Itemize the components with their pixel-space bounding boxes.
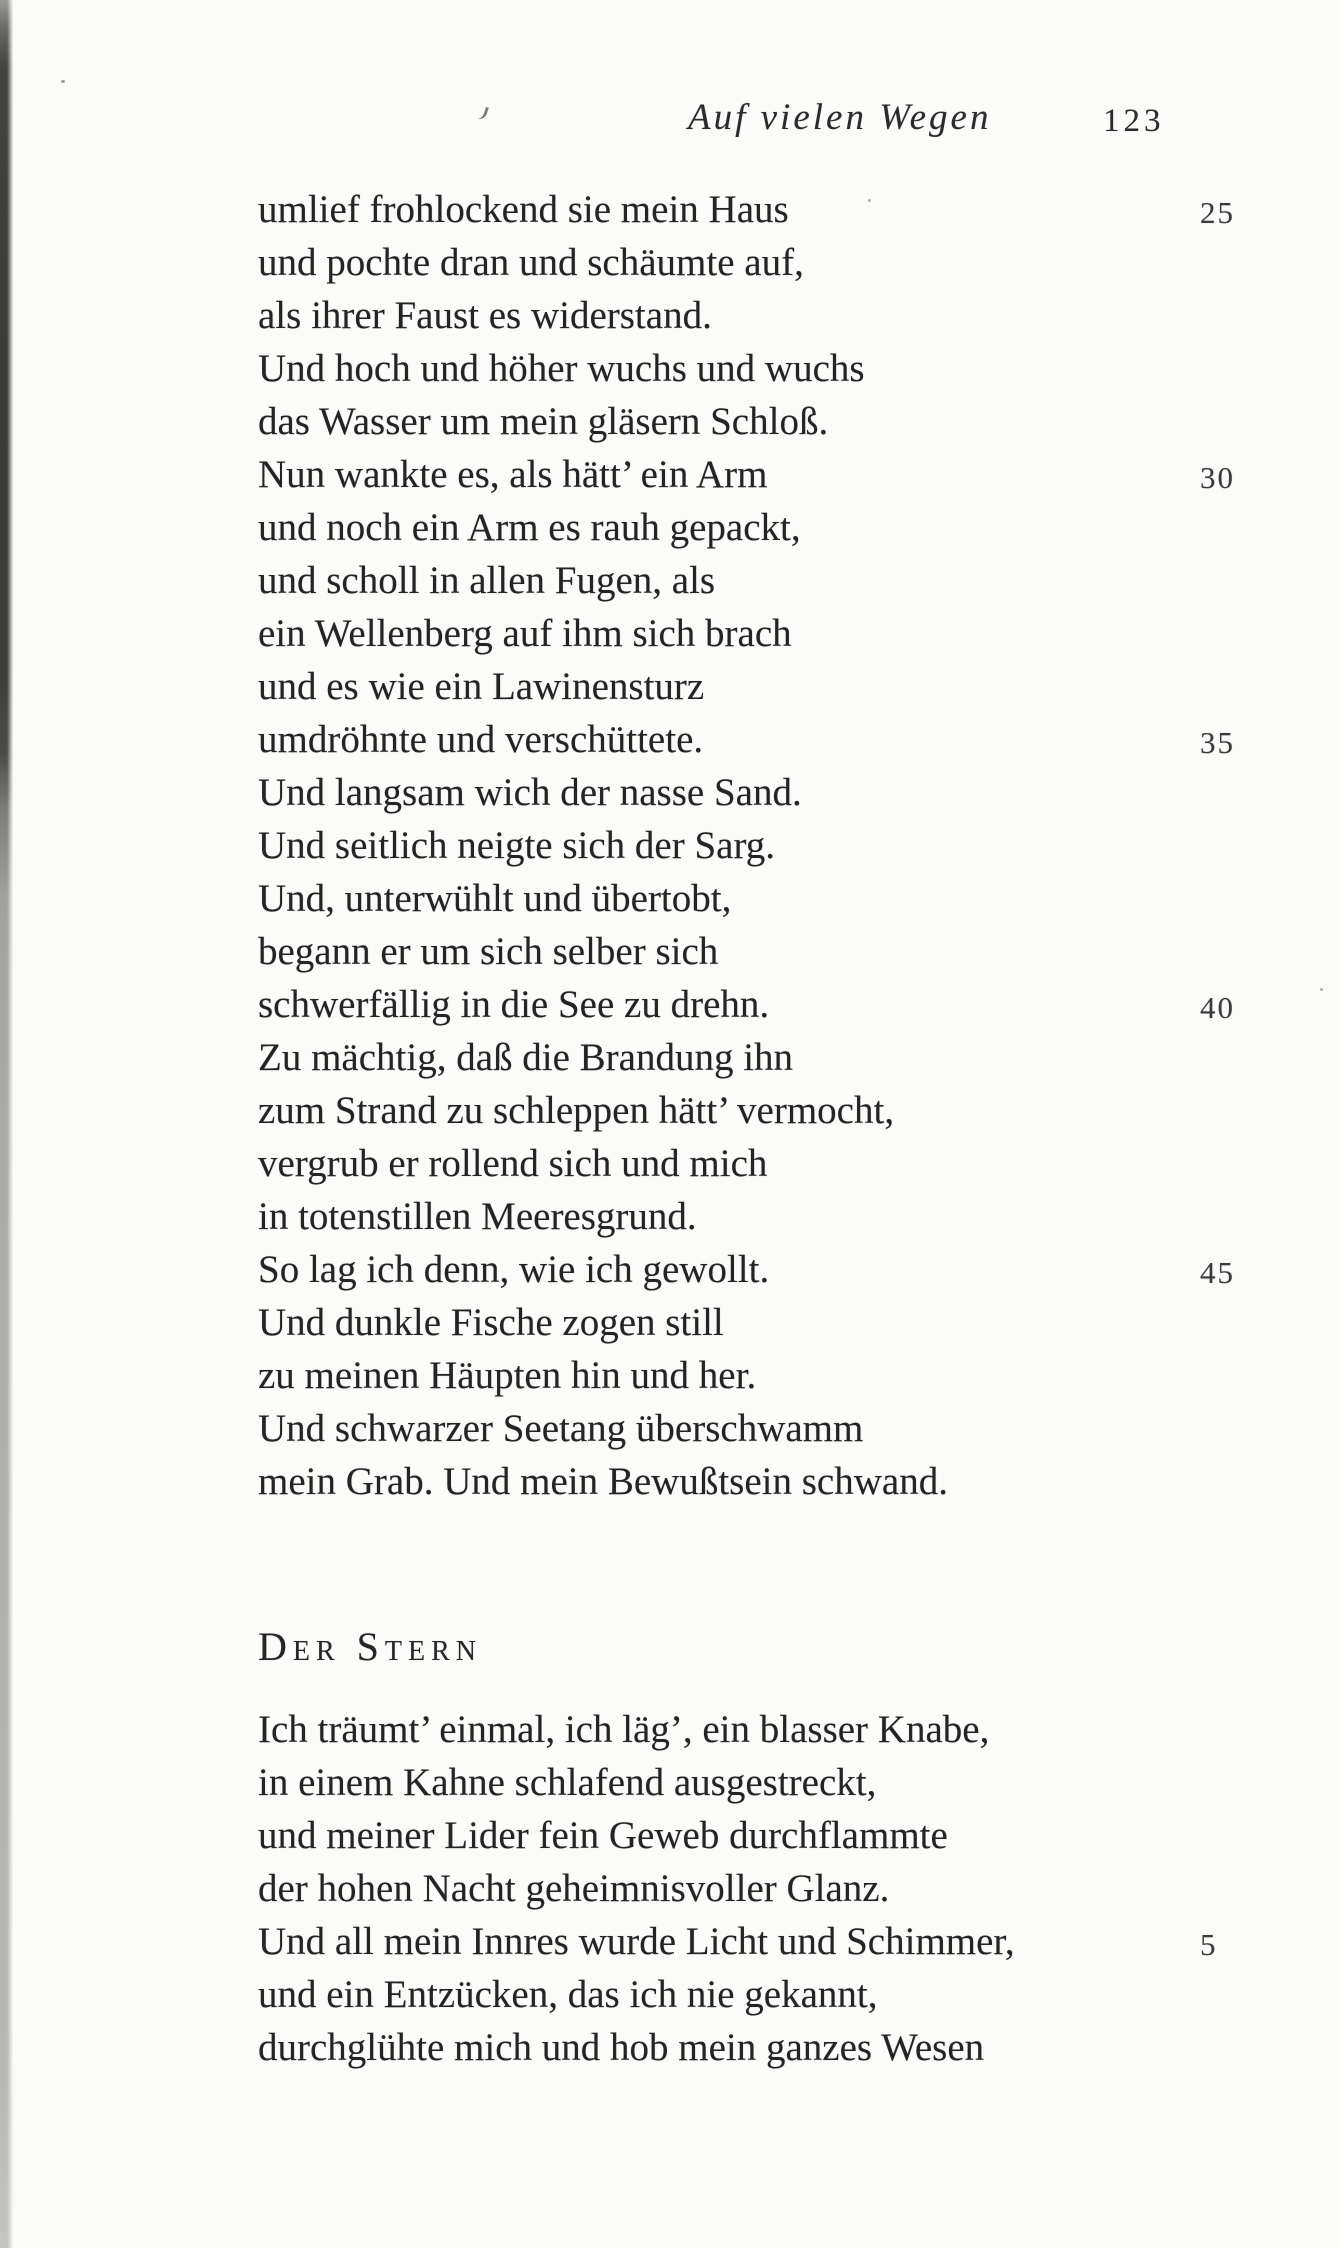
verse-text: Zu mächtig, daß die Brandung ihn xyxy=(258,1036,794,1079)
poem-line xyxy=(258,1349,1258,1402)
verse-text: das Wasser um mein gläsern Schloß. xyxy=(258,400,829,443)
scan-speck xyxy=(1320,988,1323,991)
verse-text: ein Wellenberg auf ihm sich brach xyxy=(258,612,792,655)
scan-speck xyxy=(476,105,489,121)
verse-text: durchglühte mich und hob mein ganzes Wesen xyxy=(258,2026,985,2069)
verse-text: vergrub er rollend sich und mich xyxy=(258,1142,768,1185)
poem-line xyxy=(258,1296,1258,1349)
verse-text: als ihrer Faust es widerstand. xyxy=(258,294,712,337)
verse-text: umdröhnte und verschüttete. xyxy=(258,718,704,761)
verse-text: und meiner Lider fein Geweb durchflammte xyxy=(258,1814,948,1857)
poem-line xyxy=(258,1402,1258,1455)
poem-line xyxy=(258,1915,1258,1968)
verse-text: mein Grab. Und mein Bewußtsein schwand. xyxy=(258,1460,948,1503)
verse-text: und ein Entzücken, das ich nie gekannt, xyxy=(258,1973,878,2016)
poem-line xyxy=(258,501,1258,554)
verse-text: Und schwarzer Seetang überschwamm xyxy=(258,1407,864,1450)
poem-line xyxy=(258,554,1258,607)
poem-line xyxy=(258,607,1258,660)
verse-text: schwerfällig in die See zu drehn. xyxy=(258,983,770,1026)
verse-text: Und, unterwühlt und übertobt, xyxy=(258,877,732,920)
verse-text: der hohen Nacht geheimnisvoller Glanz. xyxy=(258,1867,890,1910)
verse-text: zum Strand zu schleppen hätt’ vermocht, xyxy=(258,1089,895,1132)
scan-speck xyxy=(61,80,65,83)
verse-text: in einem Kahne schlafend ausgestreckt, xyxy=(258,1761,877,1804)
verse-text: Und dunkle Fische zogen still xyxy=(258,1301,724,1344)
verse-text: Ich träumt’ einmal, ich läg’, ein blasser Knabe, xyxy=(258,1708,990,1751)
poem-line xyxy=(258,1862,1258,1915)
poem-line xyxy=(258,925,1258,978)
line-number: 5 xyxy=(1200,1927,1218,1962)
verse-text: zu meinen Häupten hin und her. xyxy=(258,1354,757,1397)
scan-gutter-edge xyxy=(0,0,13,2248)
verse-text: Und seitlich neigte sich der Sarg. xyxy=(258,824,775,867)
verse-text: Nun wankte es, als hätt’ ein Arm xyxy=(258,453,768,496)
verse-text: und scholl in allen Fugen, als xyxy=(258,559,716,602)
poem-line xyxy=(258,236,1258,289)
line-number: 25 xyxy=(1200,195,1235,230)
poem-line xyxy=(258,395,1258,448)
verse-text: So lag ich denn, wie ich gewollt. xyxy=(258,1248,770,1291)
poem-line xyxy=(258,1084,1258,1137)
poem-line xyxy=(258,183,1258,236)
running-title: Auf vielen Wegen xyxy=(688,97,992,138)
verse-text: und pochte dran und schäumte auf, xyxy=(258,241,804,284)
line-number: 35 xyxy=(1200,725,1235,760)
poem-line xyxy=(258,1243,1258,1296)
section-title: Der Stern xyxy=(258,1624,483,1669)
poem-continuation xyxy=(258,183,1258,1508)
poem-line xyxy=(258,872,1258,925)
poem-line xyxy=(258,448,1258,501)
verse-text: umlief frohlockend sie mein Haus xyxy=(258,188,789,231)
poem-line xyxy=(258,342,1258,395)
poem-der-stern xyxy=(258,1703,1258,2074)
poem-line xyxy=(258,1137,1258,1190)
poem-line xyxy=(258,1703,1258,1756)
poem-line xyxy=(258,289,1258,342)
poem-line xyxy=(258,1455,1258,1508)
verse-text: und es wie ein Lawinensturz xyxy=(258,665,705,708)
verse-text: und noch ein Arm es rauh gepackt, xyxy=(258,506,801,549)
poem-line xyxy=(258,819,1258,872)
page-number: 123 xyxy=(1103,103,1165,139)
verse-text: Und hoch und höher wuchs und wuchs xyxy=(258,347,865,390)
poem-line xyxy=(258,660,1258,713)
verse-text: begann er um sich selber sich xyxy=(258,930,719,973)
poem-line xyxy=(258,766,1258,819)
poem-line xyxy=(258,1968,1258,2021)
poem-line xyxy=(258,1031,1258,1084)
line-number: 30 xyxy=(1200,460,1235,495)
poem-line xyxy=(258,1809,1258,1862)
line-number: 40 xyxy=(1200,990,1235,1025)
verse-text: Und langsam wich der nasse Sand. xyxy=(258,771,802,814)
verse-text: in totenstillen Meeresgrund. xyxy=(258,1195,697,1238)
line-number: 45 xyxy=(1200,1255,1235,1290)
scan-speck xyxy=(868,199,871,202)
verse-text: Und all mein Innres wurde Licht und Schimmer, xyxy=(258,1920,1015,1963)
poem-line xyxy=(258,1756,1258,1809)
poem-line xyxy=(258,713,1258,766)
poem-line xyxy=(258,1190,1258,1243)
poem-line xyxy=(258,978,1258,1031)
poem-line xyxy=(258,2021,1258,2074)
